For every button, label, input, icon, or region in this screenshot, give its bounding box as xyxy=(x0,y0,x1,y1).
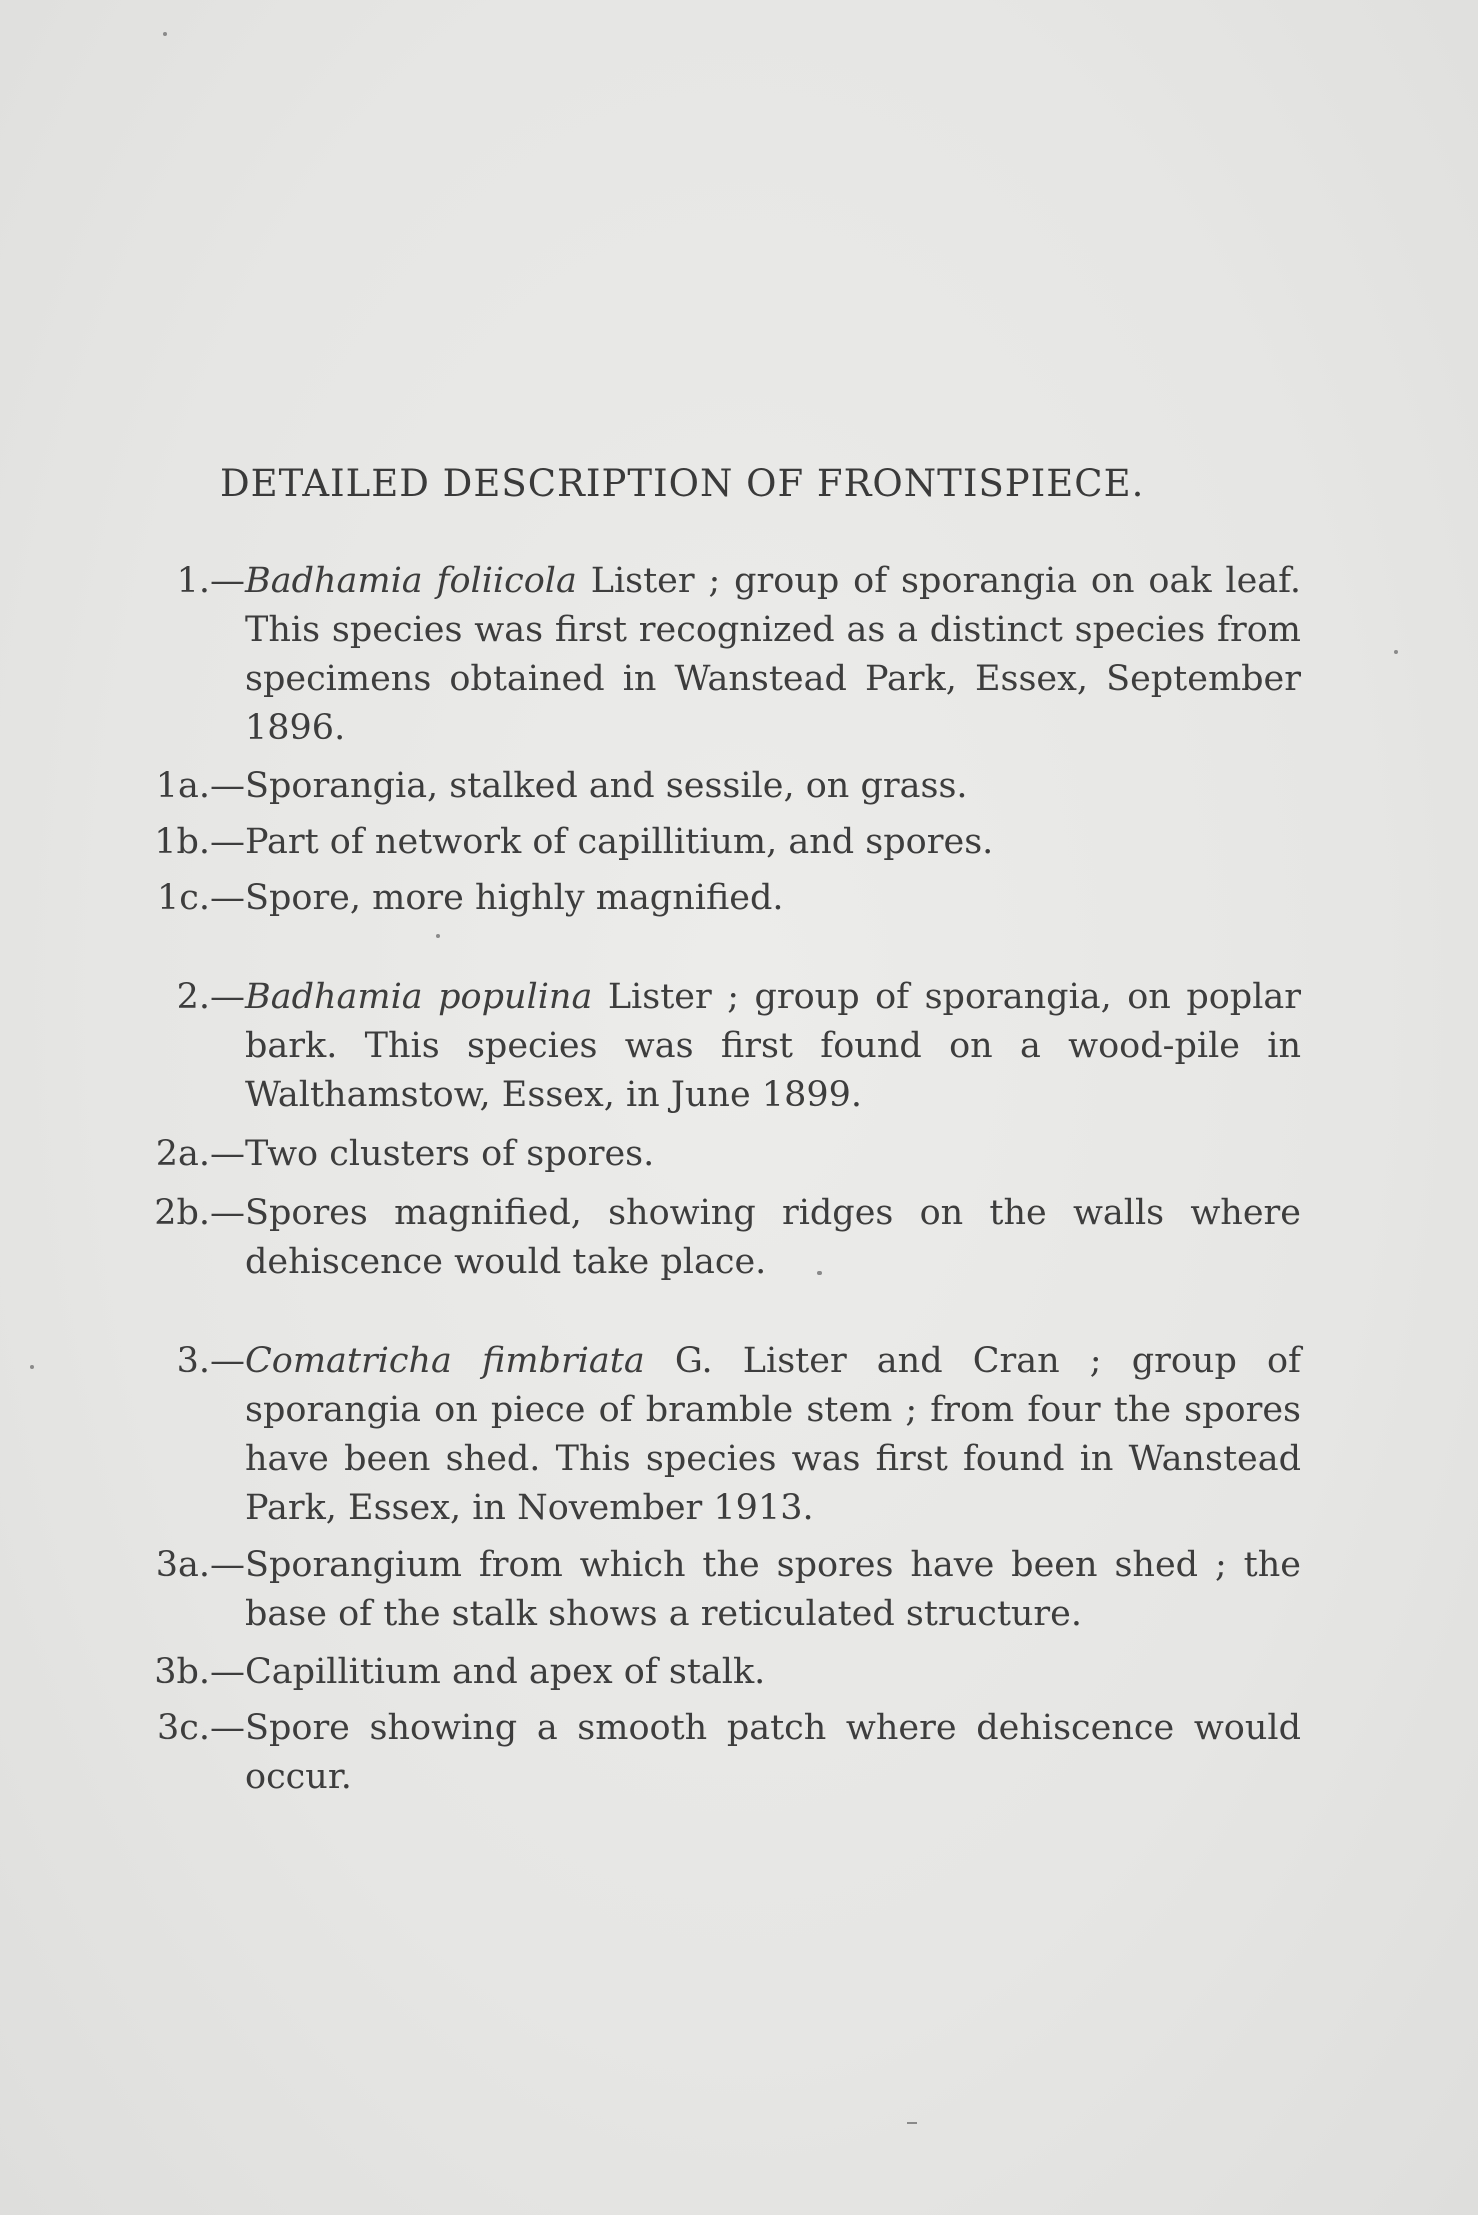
entry-number: 2a.— xyxy=(155,1134,245,1174)
print-speck xyxy=(907,2122,917,2124)
entry-description: Sporangium from which the spores have been shed ; the base of the stalk shows a reticulated structure. xyxy=(245,1545,1301,1634)
entry-text xyxy=(245,818,1301,867)
page-title: DETAILED DESCRIPTION OF FRONTISPIECE. xyxy=(220,462,1145,505)
entry-number: 3a.— xyxy=(155,1545,245,1585)
entry-text xyxy=(245,1648,1301,1697)
entry-number: 1b.— xyxy=(154,822,245,862)
entry-description: Spores magnified, showing ridges on the walls where dehiscence would take place. xyxy=(245,1193,1301,1282)
entry-text xyxy=(245,1704,1301,1802)
print-speck xyxy=(436,934,440,938)
species-name: Comatricha fimbriata xyxy=(245,1341,645,1381)
print-speck xyxy=(817,1271,821,1275)
entry-description: G. Lister and Cran ; group of sporangia on piece of bramble stem ; from four the spores have been shed. This species was first found in Wanstead Park, Essex, in November 1913. xyxy=(245,1341,1302,1528)
entry-number: 3b.— xyxy=(154,1652,245,1692)
species-name: Badhamia populina xyxy=(245,977,593,1017)
entry-text xyxy=(245,1541,1301,1639)
entry-text xyxy=(245,973,1301,1120)
entry-number: 2.— xyxy=(176,977,245,1017)
print-speck xyxy=(163,32,167,36)
entry-number: 1.— xyxy=(176,561,245,601)
entry-number: 3.— xyxy=(176,1341,245,1381)
entry-description: Sporangia, stalked and sessile, on grass. xyxy=(245,766,968,806)
entry-description: Spore, more highly magnified. xyxy=(245,878,784,918)
entry-text xyxy=(245,874,1301,923)
entry-number: 1a.— xyxy=(155,766,245,806)
entry-text xyxy=(245,1337,1301,1533)
print-speck xyxy=(30,1365,34,1369)
entry-description: Part of network of capillitium, and spores. xyxy=(245,822,994,862)
entry-text xyxy=(245,557,1301,753)
print-speck xyxy=(1394,650,1398,654)
entry-text xyxy=(245,762,1301,811)
entry-number: 2b.— xyxy=(154,1193,245,1233)
entry-description: Capillitium and apex of stalk. xyxy=(245,1652,766,1692)
entry-number: 3c.— xyxy=(157,1708,245,1748)
entry-description: Two clusters of spores. xyxy=(245,1134,655,1174)
entry-description: Lister ; group of sporangia on oak leaf. This species was first recognized as a distinct species from specimens obtained in Wanstead Park, Essex, September 1896. xyxy=(245,561,1301,748)
entry-description: Spore showing a smooth patch where dehiscence would occur. xyxy=(245,1708,1301,1797)
species-name: Badhamia foliicola xyxy=(245,561,577,601)
entry-number: 1c.— xyxy=(157,878,245,918)
entry-text xyxy=(245,1189,1301,1287)
entry-description: Lister ; group of sporangia, on poplar bark. This species was first found on a wood-pile in Walthamstow, Essex, in June 1899. xyxy=(245,977,1301,1115)
entry-text xyxy=(245,1130,1301,1179)
